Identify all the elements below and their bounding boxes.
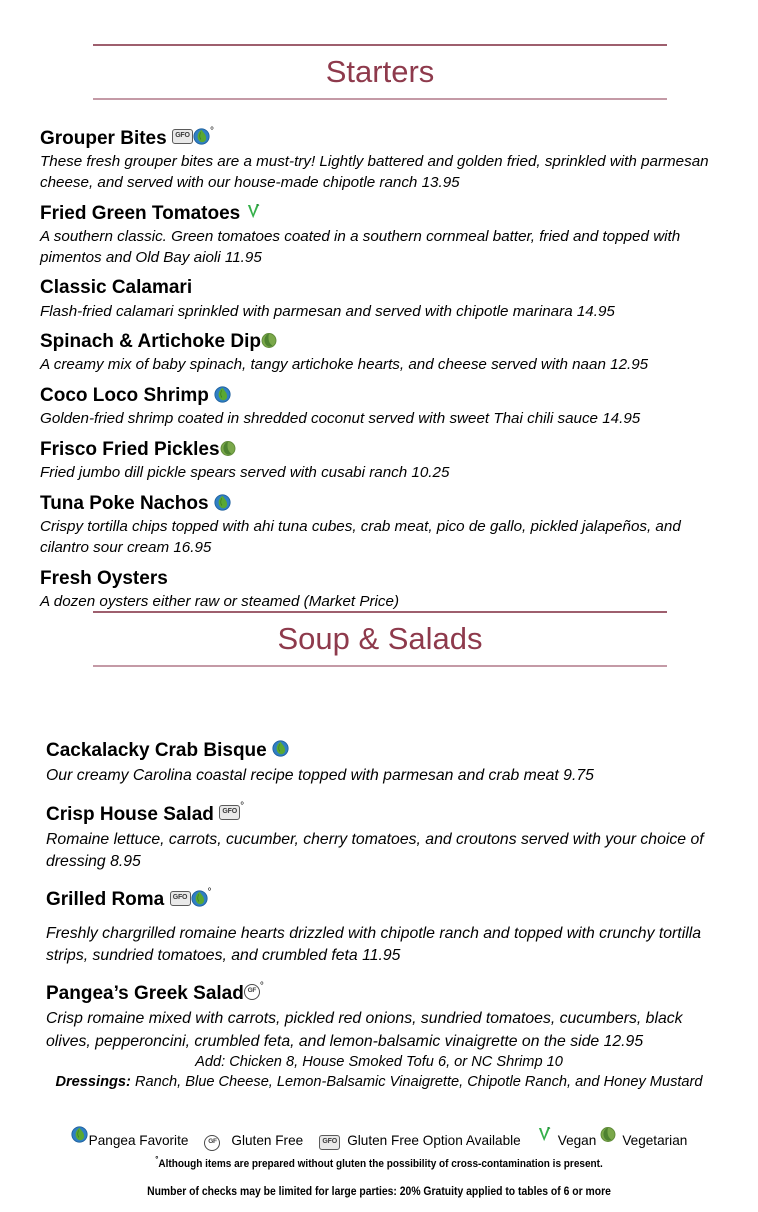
menu-item (40, 566, 716, 613)
section-header-starters (93, 44, 667, 100)
menu-item-name: Spinach & Artichoke Dip (40, 331, 261, 353)
vegetarian-icon (600, 1126, 616, 1143)
vegan-icon (246, 203, 261, 220)
menu-item-description: Crisp romaine mixed with carrots, pickled red onions, sundried tomatoes, cucumbers, black olives, pepperoncini, crumbled feta, and lemon-balsamic vinaigrette on the side 12.95 (46, 1010, 683, 1050)
menu-item-name-row (40, 437, 716, 462)
degree-icon: ° (209, 125, 214, 137)
menu-item-name-row (40, 491, 716, 516)
pangea-favorite-icon (272, 740, 289, 757)
gluten-free-icon: GF (204, 1135, 220, 1151)
menu-section-starters (40, 126, 716, 620)
pangea-favorite-icon (193, 128, 210, 145)
menu-item-name-row (46, 981, 722, 1006)
menu-item-description: Flash-fried calamari sprinkled with parmesan and served with chipotle marinara 14.95 (40, 302, 615, 320)
menu-item (40, 329, 716, 376)
menu-item (40, 491, 716, 559)
menu-item-description: A southern classic. Green tomatoes coated in a southern cornmeal batter, fried and topped with pimentos and Old Bay aioli 11.95 (40, 227, 681, 266)
legend-row (0, 1128, 758, 1153)
menu-item-description: Fried jumbo dill pickle spears served with cusabi ranch 10.25 (40, 464, 450, 482)
menu-item (46, 887, 722, 967)
degree-icon: ° (240, 801, 245, 813)
menu-item-name-row (40, 126, 716, 151)
menu-item-name: Pangea’s Greek Salad (46, 983, 244, 1005)
menu-item-description: A creamy mix of baby spinach, tangy artichoke hearts, and cheese served with naan 12.95 (40, 356, 649, 374)
menu-item-icons (267, 742, 289, 759)
menu-item-description: Our creamy Carolina coastal recipe topped with parmesan and crab meat 9.75 (46, 767, 594, 785)
menu-item-name-row (40, 201, 716, 226)
menu-item-icons (167, 125, 214, 147)
footer-note: Number of checks may be limited for large parties: 20% Gratuity applied to tables of 6 or more (147, 1184, 611, 1198)
menu-item (40, 126, 716, 194)
menu-item-name: Frisco Fried Pickles (40, 439, 220, 461)
pangea-favorite-icon (214, 386, 231, 403)
pangea-favorite-icon (191, 890, 208, 907)
menu-item (46, 981, 722, 1053)
legend-entry-gluten-free (204, 1133, 303, 1153)
menu-item (40, 437, 716, 484)
menu-item (46, 802, 722, 874)
menu-item-name: Fresh Oysters (40, 567, 168, 589)
menu-item-name-row (40, 383, 716, 408)
gluten-free-icon: GF (244, 984, 260, 1000)
menu-item-description: Golden-fried shrimp coated in shredded coconut served with sweet Thai chili sauce 14.95 (40, 410, 641, 428)
legend-label: Vegan (557, 1133, 597, 1148)
menu-item-name-row (46, 738, 722, 763)
section-rule-bottom (93, 665, 667, 667)
menu-item-description: Romaine lettuce, carrots, cucumber, cherry tomatoes, and croutons served with your choice of dressing 8.95 (46, 830, 704, 870)
vegetarian-icon (261, 332, 277, 349)
section-title-starters: Starters (325, 54, 435, 89)
menu-item (40, 275, 716, 322)
menu-item-icons (244, 981, 264, 1002)
gluten-disclaimer (45, 1154, 712, 1170)
menu-item-name: Grouper Bites (40, 128, 167, 149)
menu-item-description: These fresh grouper bites are a must-try! Lightly battered and golden fried, sprinkled with parmesan cheese, and served with our house-made chipotle ranch 13.95 (40, 153, 709, 191)
menu-item-name: Crisp House Salad (46, 803, 214, 825)
menu-item-name-row (46, 802, 722, 827)
menu-item-icons (220, 442, 236, 459)
vegetarian-icon (220, 440, 236, 457)
menu-item-description: Crispy tortilla chips topped with ahi tuna cubes, crab meat, pico de gallo, pickled jalapeños, and cilantro sour cream 16.95 (40, 518, 681, 556)
pangea-favorite-icon (71, 1126, 88, 1143)
menu-item-icons (164, 887, 212, 909)
legend-label: Vegetarian (622, 1133, 688, 1148)
menu-item-name: Grilled Roma (46, 889, 165, 911)
legend-label: Gluten Free (231, 1133, 304, 1148)
salad-addons (46, 1052, 712, 1093)
gluten-free-option-icon: GFO (319, 1135, 340, 1150)
gluten-free-option-icon: GFO (170, 891, 191, 906)
menu-item-description: A dozen oysters either raw or steamed (Market Price) (40, 592, 400, 610)
degree-icon: ° (207, 887, 212, 899)
legend-label: Pangea Favorite (88, 1133, 189, 1148)
gluten-free-option-icon: GFO (219, 805, 240, 820)
menu-section-soup-and-salads (46, 738, 722, 1067)
legend (0, 1128, 758, 1153)
section-title-soup-and-salads: Soup & Salads (277, 621, 483, 656)
degree-icon: ° (155, 1154, 159, 1164)
legend-entry-vegetarian (612, 1128, 687, 1148)
menu-item-name: Cackalacky Crab Bisque (46, 740, 267, 761)
menu-item-name-row (40, 275, 716, 300)
menu-item-icons (214, 801, 245, 822)
legend-entry-vegan (537, 1128, 597, 1148)
menu-item-name-row (46, 887, 722, 912)
menu-item-name-row (40, 329, 716, 354)
degree-icon: ° (259, 981, 264, 993)
legend-label: Gluten Free Option Available (347, 1133, 521, 1148)
gluten-disclaimer-text: Although items are prepared without gluten the possibility of cross-contamination is present. (158, 1157, 603, 1170)
menu-item-description: Freshly chargrilled romaine hearts drizzled with chipotle ranch and topped with crunchy tortilla strips, sundried tomatoes, and crumbled feta 11.95 (46, 924, 702, 964)
menu-item-icons (209, 496, 231, 513)
menu-item-name: Tuna Poke Nachos (40, 493, 209, 515)
gluten-free-option-icon: GFO (172, 129, 193, 144)
vegan-icon (537, 1126, 552, 1143)
menu-item-name: Coco Loco Shrimp (40, 385, 209, 407)
menu-item-name: Classic Calamari (40, 277, 193, 299)
menu-item-icons (209, 388, 231, 405)
menu-item-name: Fried Green Tomatoes (40, 202, 241, 224)
menu-item (46, 738, 722, 788)
legend-entry-gluten-free-option (319, 1133, 521, 1152)
legend-entry-pangea-favorite (71, 1128, 189, 1148)
pangea-favorite-icon (214, 494, 231, 511)
menu-item-name-row (40, 566, 716, 591)
menu-item-icons (240, 205, 260, 222)
addons-add-line: Add: Chicken 8, House Smoked Tofu 6, or NC Shrimp 10 (195, 1054, 563, 1070)
dressings-label: Dressings: (55, 1074, 131, 1091)
dressings-value: Ranch, Blue Cheese, Lemon-Balsamic Vinaigrette, Chipotle Ranch, and Honey Mustard (130, 1074, 703, 1091)
addons-dressings-line (46, 1072, 712, 1092)
menu-item (40, 383, 716, 430)
section-rule-bottom (93, 98, 667, 100)
section-header-soup-and-salads (93, 611, 667, 667)
menu-item-icons (261, 334, 277, 351)
menu-item (40, 201, 716, 269)
